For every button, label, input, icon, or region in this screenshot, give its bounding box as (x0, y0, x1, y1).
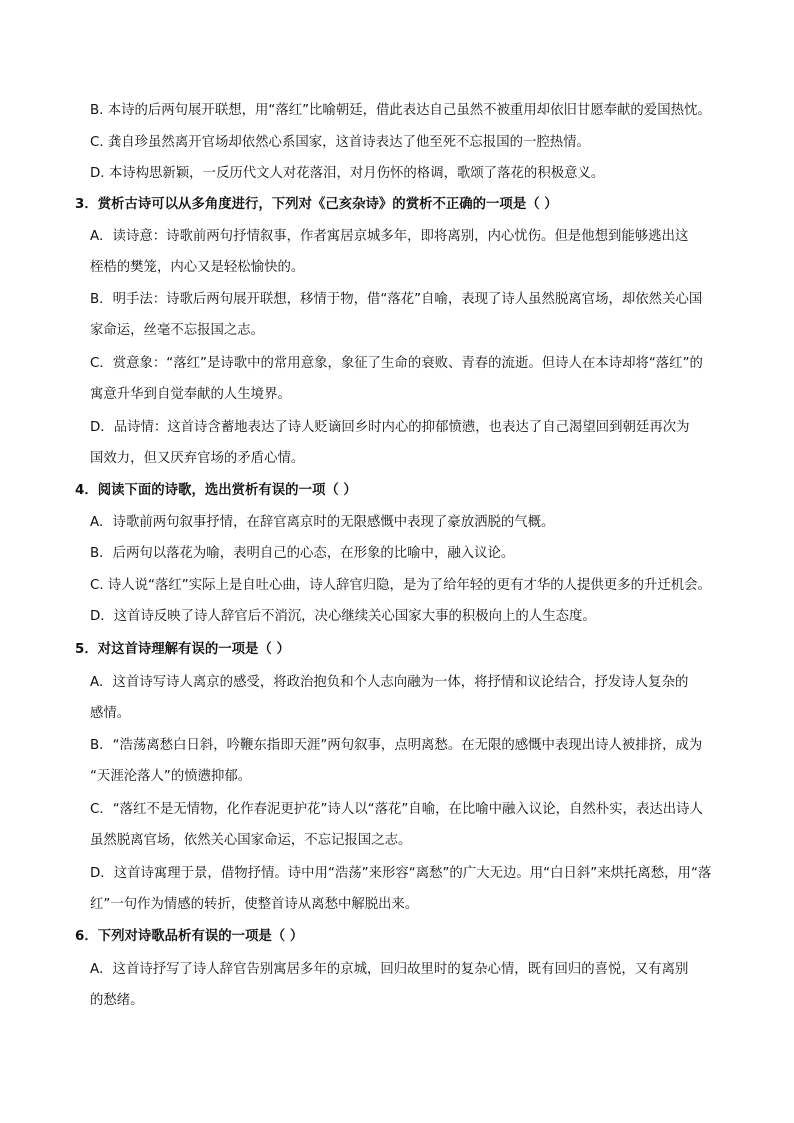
q3-option-d-line-2: 国效力，但又厌弃官场的矛盾心情。 (90, 451, 305, 466)
q5-option-b-line-1: B．“浩荡离愁白日斜，吟鞭东指即天涯”两句叙事，点明离愁。在无限的感慨中表现出诗人被排挤，成为 (90, 738, 703, 753)
q5-option-c-line-1: C．“落红不是无情物，化作春泥更护花”诗人以“落花”自喻，在比喻中融入议论，自然朴实，表达出诗人 (90, 802, 703, 817)
q2-option-d-line-1: D. 本诗构思新颖，一反历代文人对花落泪，对月伤怀的格调，歌颂了落花的积极意义。 (90, 166, 605, 181)
q3-option-c-line-2: 寓意升华到自觉奉献的人生境界。 (90, 387, 291, 402)
q3-option-a-line-2: 桎梏的樊笼，内心又是轻松愉快的。 (90, 260, 305, 275)
q5-option-d-line-1: D．这首诗寓理于景，借物抒情。诗中用“浩荡”来形容“离愁”的广大无边。用“白日斜”来烘托离愁，用“落 (90, 866, 712, 881)
q3-option-a-line-1: A．读诗意：诗歌前两句抒情叙事，作者寓居京城多年，即将离别，内心忧伤。但是他想到能够逃出这 (90, 229, 689, 244)
q4-stem: 4．阅读下面的诗歌，选出赏析有误的一项（ ） (75, 483, 357, 498)
q3-option-c-line-1: C．赏意象：“落红”是诗歌中的常用意象，象征了生命的衰败、青春的流逝。但诗人在本诗却将“落红”的 (90, 356, 703, 371)
q4-option-b-line-1: B．后两句以落花为喻，表明自己的心态，在形象的比喻中，融入议论。 (90, 546, 515, 561)
q2-option-b-line-1: B. 本诗的后两句展开联想，用“落红”比喻朝廷，借此表达自己虽然不被重用却依旧甘愿奉献的爱国热忱。 (90, 103, 711, 118)
q6-stem: 6．下列对诗歌品析有误的一项是（ ） (75, 929, 304, 944)
q5-option-a-line-1: A．这首诗写诗人离京的感受，将政治抱负和个人志向融为一体，将抒情和议论结合，抒发诗人复杂的 (90, 675, 689, 690)
q5-stem: 5．对这首诗理解有误的一项是（ ） (75, 642, 290, 657)
q5-option-d-line-2: 红”一句作为情感的转折，使整首诗从离愁中解脱出来。 (90, 897, 419, 912)
q4-option-a-line-1: A．诗歌前两句叙事抒情，在辞官离京时的无限感慨中表现了豪放洒脱的气概。 (90, 515, 555, 530)
q5-option-a-line-2: 感情。 (90, 706, 131, 721)
q4-option-c-line-1: C. 诗人说“落红”实际上是自吐心曲，诗人辞官归隐，是为了给年轻的更有才华的人提供更多的升迁机会。 (90, 578, 711, 593)
q3-stem: 3．赏析古诗可以从多角度进行，下列对《己亥杂诗》的赏析不正确的一项是（ ） (75, 197, 558, 212)
q3-option-b-line-2: 家命运，丝毫不忘报国之志。 (90, 323, 265, 338)
q3-option-d-line-1: D．品诗情：这首诗含蓄地表达了诗人贬谪回乡时内心的抑郁愤懑，也表达了自己渴望回到朝廷再次为 (90, 420, 690, 435)
q4-option-d-line-1: D．这首诗反映了诗人辞官后不消沉，决心继续关心国家大事的积极向上的人生态度。 (90, 609, 596, 624)
q5-option-c-line-2: 虽然脱离官场，依然关心国家命运，不忘记报国之志。 (90, 833, 412, 848)
q2-option-c-line-1: C. 龚自珍虽然离开官场却依然心系国家，这首诗表达了他至死不忘报国的一腔热情。 (90, 135, 590, 150)
q3-option-b-line-1: B．明手法：诗歌后两句展开联想，移情于物，借“落花”自喻，表现了诗人虽然脱离官场，却依然关心国 (90, 292, 703, 307)
q5-option-b-line-2: “天涯沦落人”的愤懑抑郁。 (90, 769, 252, 784)
q6-option-a-line-2: 的愁绪。 (90, 993, 144, 1008)
q6-option-a-line-1: A．这首诗抒写了诗人辞官告别寓居多年的京城，回归故里时的复杂心情，既有回归的喜悦，又有离别 (90, 962, 689, 977)
